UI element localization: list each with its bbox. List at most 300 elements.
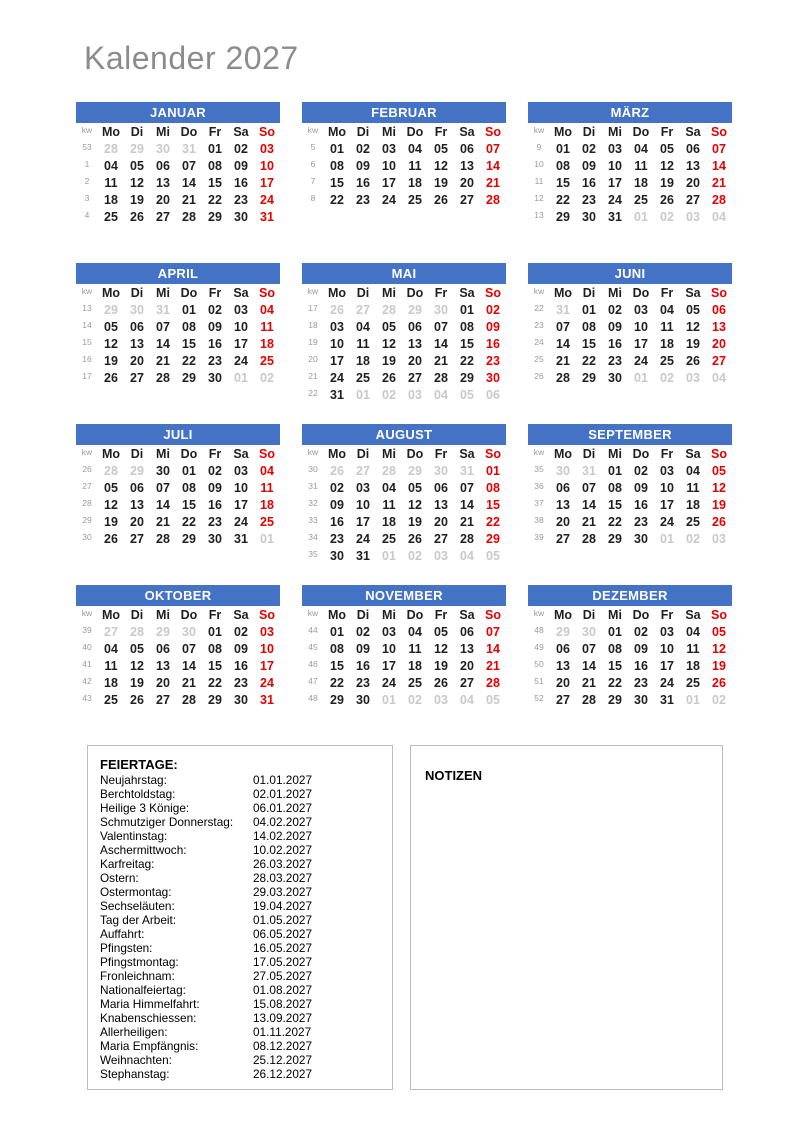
kw-number: 2 (84, 175, 90, 186)
day-cell: 28 (182, 692, 196, 707)
week-row (528, 174, 732, 191)
day-cell: 30 (130, 302, 144, 317)
weekday-label: Mo (327, 607, 347, 622)
holiday-row (100, 1025, 380, 1039)
day-cell: 02 (408, 548, 422, 563)
week-row (76, 530, 280, 547)
day-cell: 03 (634, 302, 648, 317)
weekday-label: Mo (101, 124, 121, 139)
day-cell: 22 (460, 353, 474, 368)
day-cell: 02 (208, 302, 222, 317)
weekday-label: Fr (660, 607, 674, 622)
kw-number: 22 (308, 387, 318, 398)
weekday-label: Sa (459, 446, 475, 461)
day-cell: 08 (608, 480, 622, 495)
day-cell: 14 (556, 336, 570, 351)
day-cell: 10 (356, 497, 370, 512)
day-cell: 20 (686, 175, 700, 190)
day-cell: 02 (634, 463, 648, 478)
day-cell: 27 (130, 370, 144, 385)
kw-number: 21 (308, 370, 318, 381)
day-cell: 02 (634, 624, 648, 639)
kw-number: 23 (534, 319, 544, 330)
holiday-name: Pfingstmontag: (100, 955, 179, 969)
day-cell: 29 (608, 692, 622, 707)
kw-number: 42 (82, 675, 92, 686)
kw-number: 6 (310, 158, 316, 169)
week-row (302, 547, 506, 564)
week-row (528, 479, 732, 496)
week-row (76, 640, 280, 657)
day-cell: 02 (582, 141, 596, 156)
weekday-label: Mi (382, 124, 396, 139)
weekday-header-row (528, 445, 732, 462)
week-row (76, 352, 280, 369)
day-cell: 27 (686, 192, 700, 207)
weekday-label: Di (130, 607, 144, 622)
day-cell: 01 (686, 692, 700, 707)
day-cell: 05 (104, 480, 118, 495)
weekday-label: Do (180, 124, 198, 139)
kw-number: 48 (308, 692, 318, 703)
weekday-label: Di (130, 124, 144, 139)
day-cell: 17 (660, 658, 674, 673)
day-cell: 01 (556, 141, 570, 156)
day-cell: 21 (486, 175, 500, 190)
day-cell: 30 (182, 624, 196, 639)
day-cell: 29 (608, 531, 622, 546)
weekday-label: So (711, 285, 727, 300)
day-cell: 26 (130, 209, 144, 224)
day-cell: 13 (556, 497, 570, 512)
day-cell: 22 (182, 514, 196, 529)
day-cell: 04 (408, 624, 422, 639)
holiday-row (100, 829, 380, 843)
day-cell: 14 (582, 497, 596, 512)
holiday-row (100, 927, 380, 941)
day-cell: 10 (608, 158, 622, 173)
holiday-name: Auffahrt: (100, 927, 145, 941)
kw-label: kw (307, 446, 319, 457)
day-cell: 06 (712, 302, 726, 317)
week-row (76, 174, 280, 191)
day-cell: 18 (408, 175, 422, 190)
day-cell: 19 (130, 675, 144, 690)
holiday-row (100, 885, 380, 899)
day-cell: 30 (156, 463, 170, 478)
kw-number: 1 (84, 158, 90, 169)
week-row (528, 191, 732, 208)
day-cell: 06 (556, 641, 570, 656)
kw-label: kw (81, 607, 93, 618)
day-cell: 11 (686, 480, 700, 495)
holiday-name: Nationalfeiertag: (100, 983, 186, 997)
day-cell: 21 (156, 353, 170, 368)
kw-number: 17 (82, 370, 92, 381)
day-cell: 31 (156, 302, 170, 317)
kw-label: kw (307, 285, 319, 296)
day-cell: 24 (608, 192, 622, 207)
day-cell: 27 (460, 675, 474, 690)
day-cell: 30 (208, 531, 222, 546)
day-cell: 24 (660, 514, 674, 529)
day-cell: 04 (712, 209, 726, 224)
day-cell: 28 (104, 141, 118, 156)
kw-label: kw (533, 285, 545, 296)
day-cell: 22 (486, 514, 500, 529)
day-cell: 09 (330, 497, 344, 512)
kw-number: 14 (82, 319, 92, 330)
day-cell: 02 (330, 480, 344, 495)
month-block (528, 263, 732, 424)
day-cell: 03 (330, 319, 344, 334)
day-cell: 15 (582, 336, 596, 351)
day-cell: 09 (486, 319, 500, 334)
day-cell: 11 (408, 158, 422, 173)
week-row (302, 530, 506, 547)
day-cell: 19 (712, 658, 726, 673)
day-cell: 26 (660, 192, 674, 207)
weekday-label: So (485, 607, 501, 622)
day-cell: 04 (356, 319, 370, 334)
day-cell: 03 (382, 141, 396, 156)
day-cell: 06 (130, 480, 144, 495)
kw-number: 11 (534, 175, 544, 186)
day-cell: 17 (382, 658, 396, 673)
day-cell: 06 (156, 158, 170, 173)
holiday-date: 10.02.2027 (253, 843, 313, 857)
holidays-panel (87, 745, 393, 1090)
day-cell: 10 (382, 158, 396, 173)
day-cell: 03 (434, 548, 448, 563)
holiday-name: Heilige 3 Könige: (100, 801, 190, 815)
week-row (302, 318, 506, 335)
day-cell: 01 (356, 387, 370, 402)
weekday-header-row (302, 284, 506, 301)
day-cell: 28 (556, 370, 570, 385)
day-cell: 15 (182, 336, 196, 351)
day-cell: 04 (260, 302, 274, 317)
day-cell: 05 (130, 158, 144, 173)
day-cell: 17 (608, 175, 622, 190)
day-cell: 12 (712, 480, 726, 495)
day-cell: 13 (156, 175, 170, 190)
day-cell: 20 (408, 353, 422, 368)
day-cell: 11 (104, 658, 118, 673)
holiday-name: Valentinstag: (100, 829, 168, 843)
weekday-label: Fr (660, 124, 674, 139)
weekday-label: Di (582, 285, 596, 300)
weekday-label: Mi (156, 446, 170, 461)
kw-number: 24 (534, 336, 544, 347)
day-cell: 24 (234, 514, 248, 529)
month-block (302, 585, 506, 746)
day-cell: 24 (330, 370, 344, 385)
week-row (302, 513, 506, 530)
day-cell: 07 (182, 641, 196, 656)
holiday-name: Maria Himmelfahrt: (100, 997, 200, 1011)
holiday-date: 17.05.2027 (253, 955, 313, 969)
week-row (302, 174, 506, 191)
day-cell: 29 (182, 370, 196, 385)
weekday-label: Mo (101, 446, 121, 461)
day-cell: 03 (234, 463, 248, 478)
day-cell: 10 (234, 480, 248, 495)
week-row (76, 674, 280, 691)
day-cell: 30 (330, 548, 344, 563)
day-cell: 15 (460, 336, 474, 351)
holiday-row (100, 815, 380, 829)
holiday-row (100, 997, 380, 1011)
holiday-row (100, 1039, 380, 1053)
day-cell: 01 (608, 463, 622, 478)
week-row (302, 496, 506, 513)
kw-number: 51 (534, 675, 544, 686)
day-cell: 13 (130, 497, 144, 512)
day-cell: 02 (356, 141, 370, 156)
weekday-label: Mo (327, 446, 347, 461)
day-cell: 01 (660, 531, 674, 546)
kw-number: 48 (534, 624, 544, 635)
week-row (528, 674, 732, 691)
holiday-row (100, 955, 380, 969)
day-cell: 24 (660, 675, 674, 690)
weekday-label: So (485, 446, 501, 461)
kw-number: 33 (308, 514, 318, 525)
kw-number: 36 (534, 480, 544, 491)
day-cell: 29 (104, 302, 118, 317)
weekday-label: Di (130, 285, 144, 300)
day-cell: 04 (686, 624, 700, 639)
day-cell: 03 (260, 624, 274, 639)
weekday-label: Mi (608, 446, 622, 461)
holiday-row (100, 969, 380, 983)
day-cell: 07 (556, 319, 570, 334)
day-cell: 22 (182, 353, 196, 368)
day-cell: 10 (382, 641, 396, 656)
holiday-date: 16.05.2027 (253, 941, 313, 955)
holiday-date: 28.03.2027 (253, 871, 313, 885)
day-cell: 29 (486, 531, 500, 546)
weekday-label: Sa (685, 285, 701, 300)
weekday-label: Sa (233, 446, 249, 461)
weekday-label: Mo (553, 607, 573, 622)
weekday-label: Mi (156, 607, 170, 622)
kw-number: 16 (82, 353, 92, 364)
weekday-label: So (259, 124, 275, 139)
day-cell: 16 (608, 336, 622, 351)
day-cell: 13 (712, 319, 726, 334)
month-block (76, 424, 280, 585)
weekday-label: So (485, 124, 501, 139)
day-cell: 21 (182, 675, 196, 690)
day-cell: 18 (686, 497, 700, 512)
weekday-header-row (76, 606, 280, 623)
day-cell: 25 (634, 192, 648, 207)
kw-label: kw (81, 446, 93, 457)
day-cell: 02 (356, 624, 370, 639)
day-cell: 06 (408, 319, 422, 334)
holiday-row (100, 787, 380, 801)
holiday-row (100, 857, 380, 871)
day-cell: 14 (712, 158, 726, 173)
week-row (528, 301, 732, 318)
day-cell: 21 (486, 658, 500, 673)
holiday-date: 06.05.2027 (253, 927, 313, 941)
weekday-label: Sa (459, 124, 475, 139)
day-cell: 12 (382, 336, 396, 351)
day-cell: 21 (434, 353, 448, 368)
day-cell: 08 (330, 158, 344, 173)
day-cell: 04 (260, 463, 274, 478)
day-cell: 14 (460, 497, 474, 512)
weekday-header-row (76, 445, 280, 462)
day-cell: 12 (434, 641, 448, 656)
day-cell: 12 (408, 497, 422, 512)
day-cell: 11 (260, 319, 274, 334)
weekday-label: Mo (101, 285, 121, 300)
holiday-date: 01.05.2027 (253, 913, 313, 927)
day-cell: 18 (260, 497, 274, 512)
weekday-label: Mi (608, 285, 622, 300)
day-cell: 17 (382, 175, 396, 190)
holiday-name: Weihnachten: (100, 1053, 172, 1067)
day-cell: 17 (234, 497, 248, 512)
day-cell: 27 (434, 531, 448, 546)
kw-number: 29 (82, 514, 92, 525)
day-cell: 08 (208, 158, 222, 173)
notes-panel (410, 745, 723, 1090)
day-cell: 01 (582, 302, 596, 317)
day-cell: 24 (382, 192, 396, 207)
day-cell: 30 (234, 692, 248, 707)
holiday-date: 01.11.2027 (253, 1025, 312, 1039)
holiday-date: 25.12.2027 (253, 1053, 313, 1067)
kw-number: 4 (84, 209, 90, 220)
day-cell: 24 (356, 531, 370, 546)
week-row (302, 674, 506, 691)
day-cell: 13 (130, 336, 144, 351)
day-cell: 12 (660, 158, 674, 173)
day-cell: 30 (556, 463, 570, 478)
day-cell: 26 (104, 531, 118, 546)
month-title: JULI (76, 424, 280, 445)
weekday-label: Do (406, 446, 424, 461)
day-cell: 14 (486, 641, 500, 656)
day-cell: 26 (330, 463, 344, 478)
day-cell: 17 (634, 336, 648, 351)
weekday-label: Sa (685, 124, 701, 139)
day-cell: 05 (660, 141, 674, 156)
months-grid (76, 102, 732, 746)
kw-label: kw (533, 607, 545, 618)
week-row (302, 691, 506, 708)
holiday-date: 13.09.2027 (253, 1011, 313, 1025)
day-cell: 08 (486, 480, 500, 495)
weekday-label: Do (406, 607, 424, 622)
weekday-label: Do (406, 124, 424, 139)
holiday-name: Ostern: (100, 871, 139, 885)
day-cell: 18 (634, 175, 648, 190)
day-cell: 12 (686, 319, 700, 334)
day-cell: 05 (460, 387, 474, 402)
day-cell: 02 (712, 692, 726, 707)
day-cell: 27 (156, 692, 170, 707)
day-cell: 09 (608, 319, 622, 334)
day-cell: 29 (130, 463, 144, 478)
day-cell: 09 (208, 319, 222, 334)
day-cell: 23 (356, 675, 370, 690)
week-row (76, 369, 280, 386)
day-cell: 27 (712, 353, 726, 368)
day-cell: 22 (208, 192, 222, 207)
day-cell: 22 (608, 514, 622, 529)
day-cell: 01 (634, 370, 648, 385)
week-row (76, 208, 280, 225)
holiday-date: 26.12.2027 (253, 1067, 313, 1081)
month-title: OKTOBER (76, 585, 280, 606)
day-cell: 30 (634, 692, 648, 707)
kw-number: 10 (534, 158, 544, 169)
month-block (528, 102, 732, 263)
kw-number: 28 (82, 497, 92, 508)
holiday-name: Stephanstag: (100, 1067, 170, 1081)
day-cell: 18 (408, 658, 422, 673)
week-row (528, 140, 732, 157)
day-cell: 31 (234, 531, 248, 546)
day-cell: 25 (382, 531, 396, 546)
weekday-label: Do (180, 285, 198, 300)
day-cell: 16 (582, 175, 596, 190)
kw-number: 38 (534, 514, 544, 525)
day-cell: 27 (156, 209, 170, 224)
weekday-label: Di (582, 124, 596, 139)
day-cell: 30 (582, 624, 596, 639)
day-cell: 09 (234, 641, 248, 656)
day-cell: 24 (382, 675, 396, 690)
day-cell: 31 (330, 387, 344, 402)
day-cell: 24 (234, 353, 248, 368)
weekday-label: Do (180, 446, 198, 461)
day-cell: 25 (660, 353, 674, 368)
month-title: JANUAR (76, 102, 280, 123)
day-cell: 19 (130, 192, 144, 207)
holiday-row (100, 801, 380, 815)
weekday-label: Di (356, 607, 370, 622)
month-title: MÄRZ (528, 102, 732, 123)
weekday-label: Mi (382, 607, 396, 622)
week-row (302, 657, 506, 674)
kw-number: 34 (308, 531, 318, 542)
page-title: Kalender 2027 (84, 40, 299, 76)
kw-label: kw (81, 124, 93, 135)
day-cell: 02 (660, 209, 674, 224)
day-cell: 30 (582, 209, 596, 224)
day-cell: 20 (460, 658, 474, 673)
day-cell: 29 (408, 302, 422, 317)
day-cell: 17 (260, 658, 274, 673)
day-cell: 06 (460, 624, 474, 639)
day-cell: 01 (608, 624, 622, 639)
month-title: APRIL (76, 263, 280, 284)
kw-label: kw (307, 124, 319, 135)
day-cell: 31 (182, 141, 196, 156)
weekday-label: So (259, 285, 275, 300)
week-row (528, 157, 732, 174)
day-cell: 19 (434, 658, 448, 673)
holiday-row (100, 773, 380, 787)
kw-number: 26 (82, 463, 92, 474)
